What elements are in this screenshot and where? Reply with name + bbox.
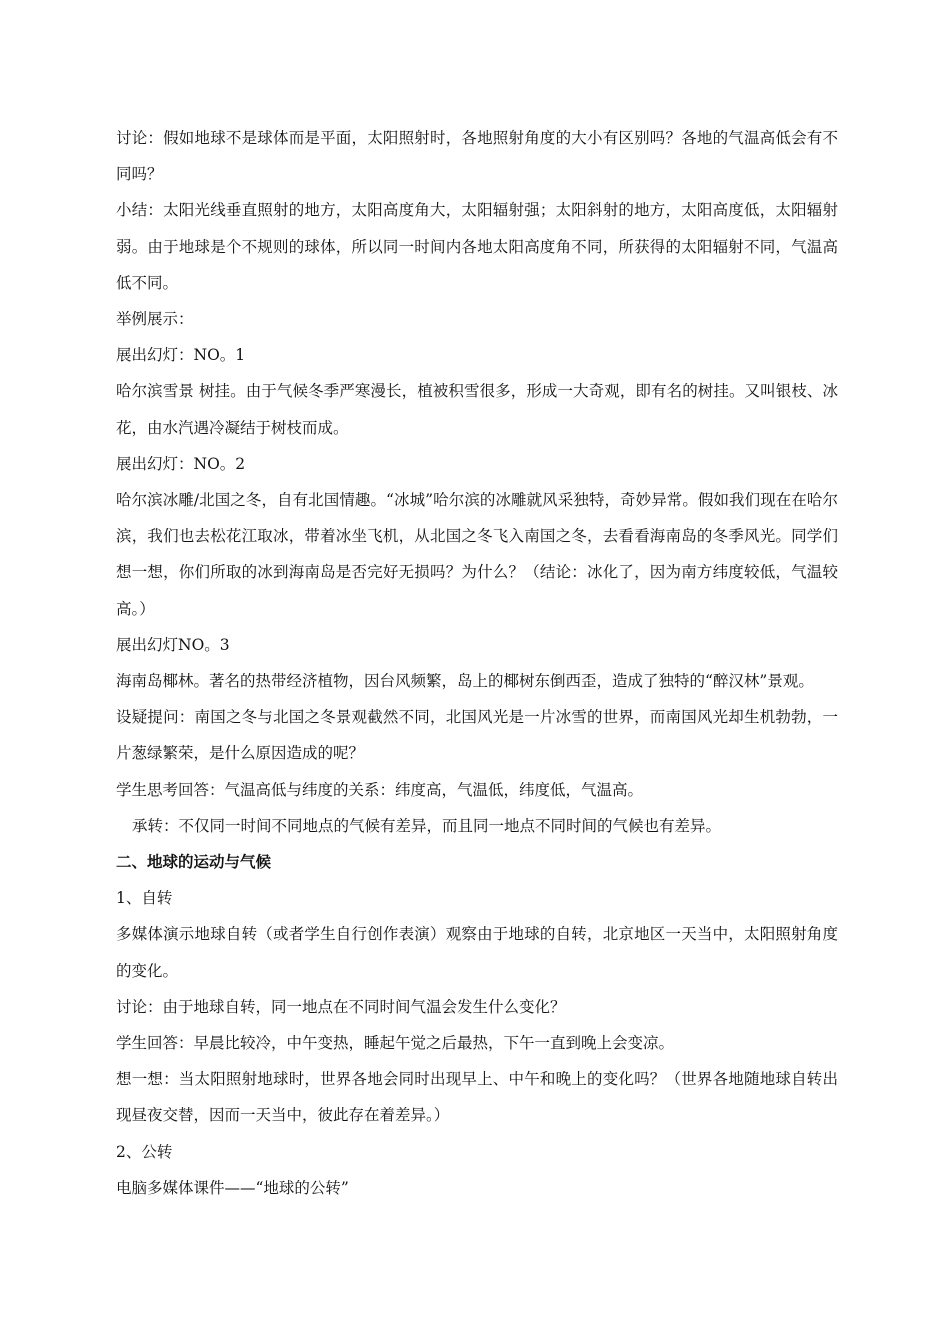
think-paragraph: 想一想：当太阳照射地球时，世界各地会同时出现早上、中午和晚上的变化吗？（世界各地随地球自转出现昼夜交替，因而一天当中，彼此存在着差异。） xyxy=(116,1070,838,1125)
document-page xyxy=(116,120,838,1206)
student-answer-paragraph-2: 学生回答：早晨比较冷，中午变热，睡起午觉之后最热，下午一直到晚上会变凉。 xyxy=(116,1034,675,1053)
rotation-demo-paragraph: 多媒体演示地球自转（或者学生自行创作表演）观察由于地球的自转，北京地区一天当中，太阳照射角度的变化。 xyxy=(116,925,838,980)
student-answer-paragraph: 学生思考回答：气温高低与纬度的关系：纬度高，气温低，纬度低，气温高。 xyxy=(116,780,644,799)
transition-paragraph: 承转：不仅同一时间不同地点的气候有差异，而且同一地点不同时间的气候也有差异。 xyxy=(132,816,722,835)
examples-intro: 举例展示： xyxy=(116,310,194,329)
subheading-rotation: 1、自转 xyxy=(116,889,173,908)
summary-paragraph: 小结：太阳光线垂直照射的地方，太阳高度角大，太阳辐射强；太阳斜射的地方，太阳高度低，太阳辐射弱。由于地球是个不规则的球体，所以同一时间内各地太阳高度角不同，所获得的太阳辐射不同，气温高低不同。 xyxy=(116,201,838,292)
slide-2-label: 展出幻灯：NO。2 xyxy=(116,454,246,473)
section-heading-earth-motion: 二、地球的运动与气候 xyxy=(116,853,272,872)
courseware-paragraph: 电脑多媒体课件——“地球的公转” xyxy=(116,1178,349,1197)
question-paragraph: 设疑提问：南国之冬与北国之冬景观截然不同，北国风光是一片冰雪的世界，而南国风光却生机勃勃，一片葱绿繁荣，是什么原因造成的呢？ xyxy=(116,708,838,763)
harbin-ice-paragraph: 哈尔滨冰雕/北国之冬，自有北国情趣。“冰城”哈尔滨的冰雕就风采独特，奇妙异常。假如我们现在在哈尔滨，我们也去松花江取冰，带着冰坐飞机，从北国之冬飞入南国之冬，去看看海南岛的冬季风光。同学们想一想，你们所取的冰到海南岛是否完好无损吗？为什么？（结论：冰化了，因为南方纬度较低，气温较高。） xyxy=(116,491,838,618)
hainan-coconut-paragraph: 海南岛椰林。著名的热带经济植物，因台风频繁，岛上的椰树东倒西歪，造成了独特的“醉汉林”景观。 xyxy=(116,672,814,691)
subheading-revolution: 2、公转 xyxy=(116,1142,173,1161)
slide-1-label: 展出幻灯：NO。1 xyxy=(116,346,246,365)
harbin-snow-paragraph: 哈尔滨雪景 树挂。由于气候冬季严寒漫长，植被积雪很多，形成一大奇观，即有名的树挂。又叫银枝、冰花，由水汽遇冷凝结于树枝而成。 xyxy=(116,382,838,437)
discussion-paragraph-1: 讨论：假如地球不是球体而是平面，太阳照射时，各地照射角度的大小有区别吗？各地的气温高低会有不同吗？ xyxy=(116,129,838,184)
slide-3-label: 展出幻灯NO。3 xyxy=(116,635,230,654)
discussion-paragraph-2: 讨论：由于地球自转，同一地点在不同时间气温会发生什么变化？ xyxy=(116,997,566,1016)
